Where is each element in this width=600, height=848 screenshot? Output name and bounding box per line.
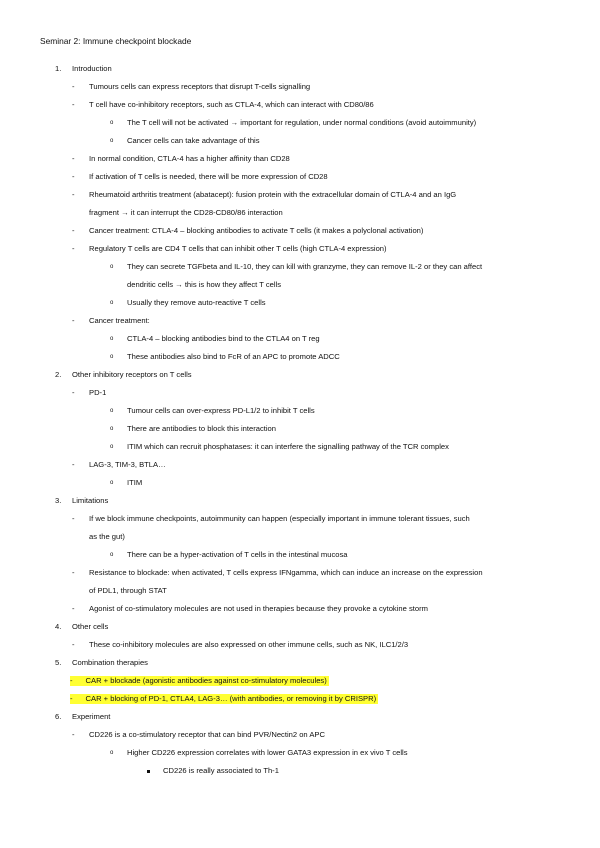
circle-bullet: o <box>110 408 114 414</box>
list-item: They can secrete TGFbeta and IL-10, they can kill with granzyme, they can remove IL-2 or they can affect <box>127 262 483 271</box>
section-heading: Other cells <box>72 622 109 631</box>
list-item: These antibodies also bind to FcR of an APC to promote ADCC <box>127 352 340 361</box>
circle-bullet: o <box>110 336 114 342</box>
list-item: Higher CD226 expression correlates with lower GATA3 expression in ex vivo T cells <box>127 748 408 757</box>
highlighted-item <box>70 694 378 704</box>
dash-bullet: - <box>70 676 73 685</box>
dash-bullet: - <box>72 82 75 91</box>
list-item: Tumour cells can over-express PD-L1/2 to inhibit T cells <box>127 406 315 415</box>
circle-bullet: o <box>110 120 114 126</box>
list-item: In normal condition, CTLA-4 has a higher affinity than CD28 <box>89 154 290 163</box>
list-item: CAR + blockade (agonistic antibodies against co-stimulatory molecules) <box>85 676 327 685</box>
section-heading: Limitations <box>72 496 109 505</box>
dash-bullet: - <box>72 244 75 253</box>
dash-bullet: - <box>72 388 75 397</box>
section-number: 5. <box>55 658 62 667</box>
dash-bullet: - <box>72 568 75 577</box>
page-title: Seminar 2: Immune checkpoint blockade <box>40 36 192 46</box>
highlighted-item <box>70 676 329 686</box>
circle-bullet: o <box>110 264 114 270</box>
section-number: 4. <box>55 622 62 631</box>
list-item: PD-1 <box>89 388 107 397</box>
list-item: ITIM <box>127 478 143 487</box>
list-item-continuation: of PDL1, through STAT <box>89 586 167 595</box>
section-heading: Combination therapies <box>72 658 148 667</box>
circle-bullet: o <box>110 138 114 144</box>
dash-bullet: - <box>70 694 73 703</box>
list-item: Cancer cells can take advantage of this <box>127 136 260 145</box>
circle-bullet: o <box>110 354 114 360</box>
dash-bullet: - <box>72 100 75 109</box>
list-item: CD226 is really associated to Th-1 <box>163 766 279 775</box>
list-item: LAG-3, TIM-3, BTLA… <box>89 460 166 469</box>
list-item-continuation: as the gut) <box>89 532 125 541</box>
dash-bullet: - <box>72 640 75 649</box>
list-item: The T cell will not be activated → important for regulation, under normal conditions (avoid autoimmunity) <box>127 118 477 127</box>
list-item: T cell have co-inhibitory receptors, such as CTLA-4, which can interact with CD80/86 <box>89 100 374 109</box>
list-item: There are antibodies to block this interaction <box>127 424 277 433</box>
dash-bullet: - <box>72 172 75 181</box>
circle-bullet: o <box>110 426 114 432</box>
list-item: Agonist of co-stimulatory molecules are not used in therapies because they provoke a cytokine storm <box>89 604 428 613</box>
list-item: Cancer treatment: <box>89 316 150 325</box>
dash-bullet: - <box>72 316 75 325</box>
circle-bullet: o <box>110 552 114 558</box>
dash-bullet: - <box>72 226 75 235</box>
list-item: CAR + blocking of PD-1, CTLA4, LAG-3… (with antibodies, or removing it by CRISPR) <box>85 694 377 703</box>
section-heading: Introduction <box>72 64 112 73</box>
square-bullet <box>147 770 150 773</box>
circle-bullet: o <box>110 750 114 756</box>
list-item-continuation: fragment → it can interrupt the CD28-CD80/86 interaction <box>89 208 283 217</box>
list-item: Cancer treatment: CTLA-4 – blocking antibodies to activate T cells (it makes a polyclonal activation) <box>89 226 424 235</box>
list-item: CTLA-4 – blocking antibodies bind to the CTLA4 on T reg <box>127 334 320 343</box>
list-item: Rheumatoid arthritis treatment (abatacept): fusion protein with the extracellular domain of CTLA-4 and an IgG <box>89 190 457 199</box>
section-number: 6. <box>55 712 62 721</box>
section-number: 1. <box>55 64 62 73</box>
list-item: If we block immune checkpoints, autoimmunity can happen (especially important in immune tolerant tissues, such <box>89 514 470 523</box>
circle-bullet: o <box>110 300 114 306</box>
list-item: Regulatory T cells are CD4 T cells that can inhibit other T cells (high CTLA-4 expression) <box>89 244 387 253</box>
list-item: CD226 is a co-stimulatory receptor that can bind PVR/Nectin2 on APC <box>89 730 325 739</box>
section-heading: Other inhibitory receptors on T cells <box>72 370 192 379</box>
section-heading: Experiment <box>72 712 111 721</box>
list-item: These co-inhibitory molecules are also expressed on other immune cells, such as NK, ILC1/2/3 <box>89 640 409 649</box>
section-number: 2. <box>55 370 62 379</box>
list-item: There can be a hyper-activation of T cells in the intestinal mucosa <box>127 550 348 559</box>
dash-bullet: - <box>72 730 75 739</box>
circle-bullet: o <box>110 480 114 486</box>
dash-bullet: - <box>72 604 75 613</box>
dash-bullet: - <box>72 190 75 199</box>
dash-bullet: - <box>72 460 75 469</box>
list-item-continuation: dendritic cells → this is how they affect T cells <box>127 280 282 289</box>
list-item: Resistance to blockade: when activated, T cells express IFNgamma, which can induce an increase on the expression <box>89 568 483 577</box>
list-item: If activation of T cells is needed, there will be more expression of CD28 <box>89 172 328 181</box>
circle-bullet: o <box>110 444 114 450</box>
section-number: 3. <box>55 496 62 505</box>
list-item: ITIM which can recruit phosphatases: it can interfere the signalling pathway of the TCR complex <box>127 442 449 451</box>
dash-bullet: - <box>72 514 75 523</box>
dash-bullet: - <box>72 154 75 163</box>
list-item: Usually they remove auto-reactive T cells <box>127 298 266 307</box>
list-item: Tumours cells can express receptors that disrupt T-cells signalling <box>89 82 311 91</box>
